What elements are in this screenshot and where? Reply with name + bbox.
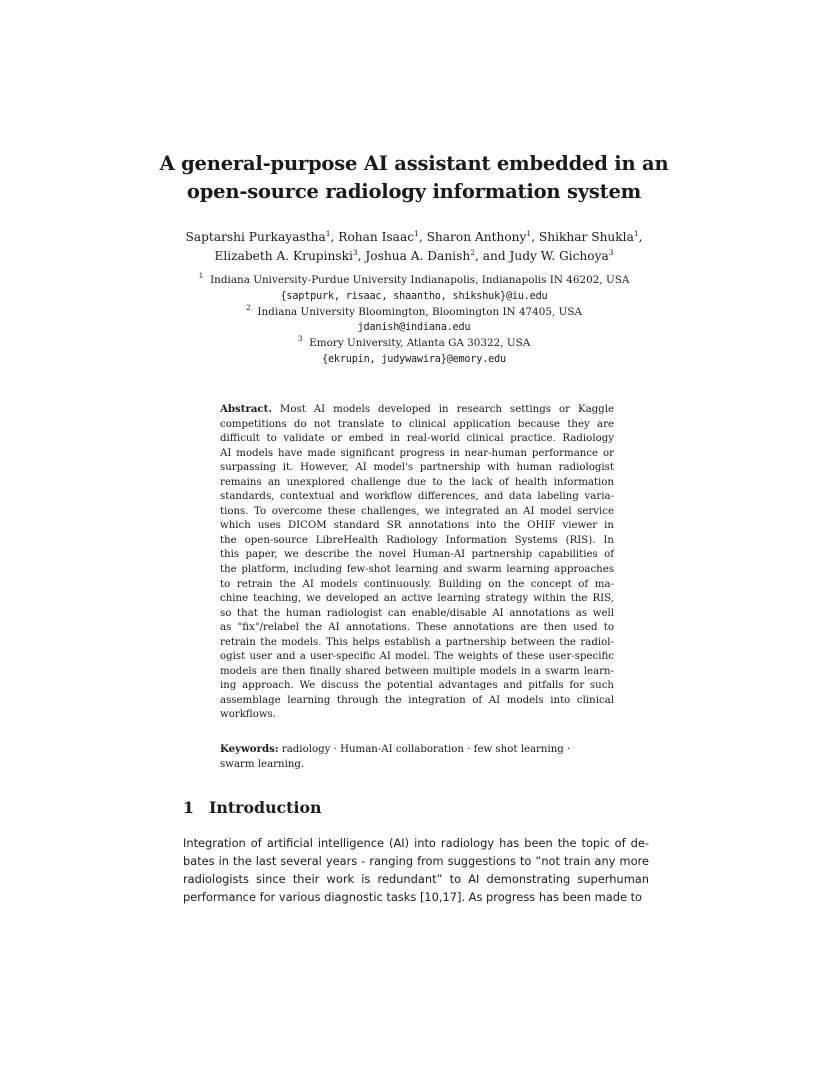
abstract-line [220, 402, 614, 418]
author-list [120, 228, 708, 266]
author-name: , and Judy W. Gichoya [474, 249, 609, 263]
affiliation-list [120, 273, 708, 368]
body-line: radiologists since their work is redundant” to AI demonstrating superhuman [183, 872, 649, 886]
author-affiliation-mark: 3 [608, 248, 614, 257]
body-line: performance for various diagnostic tasks [10,17]. As progress has been made to [183, 890, 643, 904]
affiliation-2 [120, 302, 708, 321]
abstract-line: the platform, including few-shot learning and swarm learning approaches [220, 564, 614, 576]
author-name: , Joshua A. Danish [357, 249, 471, 263]
abstract-line: which uses DICOM standard SR annotations into the OHIF viewer in [220, 520, 614, 532]
keywords-line-1 [220, 742, 614, 757]
keywords-line-2: swarm learning. [220, 759, 305, 770]
abstract-line: AI models have made significant progress in near-human performance or [220, 447, 614, 459]
author-name: , Sharon Anthony [418, 230, 527, 244]
keywords [220, 742, 614, 772]
keywords-label: Keywords: [220, 743, 279, 755]
author-line-2 [120, 247, 708, 266]
affiliation-number: 3 [297, 334, 303, 344]
body-line: bates in the last several years - ranging from suggestions to ”not train any more [183, 854, 649, 868]
abstract-line: ing approach. We discuss the potential advantages and pitfalls for such [220, 680, 614, 692]
author-name: , Rohan Isaac [330, 230, 415, 244]
affiliation-number: 1 [198, 271, 204, 280]
keywords-text: radiology · Human-AI collaboration · few shot learning · [281, 744, 571, 755]
abstract-line: tions. To overcome these challenges, we integrated an AI model service [220, 505, 614, 517]
author-affiliation-mark: 1 [325, 229, 331, 238]
abstract-text: Most AI models developed in research settings or Kaggle [279, 404, 614, 415]
introduction-paragraph [183, 834, 649, 906]
author-affiliation-mark: 1 [526, 229, 532, 238]
abstract-line: models are then finally shared between multiple models in a swarm learn- [220, 665, 614, 677]
author-affiliation-mark: 2 [470, 248, 475, 257]
author-affiliation-mark: 3 [352, 248, 358, 257]
body-line: Integration of artificial intelligence (AI) into radiology has been the topic of de- [183, 836, 649, 850]
section-number: 1 [183, 798, 194, 817]
author-affiliation-mark: 1 [414, 229, 419, 238]
abstract-line: to retrain the AI models continuously. Building on the concept of ma- [220, 578, 614, 590]
author-name: , Shikhar Shukla [531, 230, 634, 244]
affiliation-email: jdanish@indiana.edu [357, 322, 471, 334]
author-separator: , [638, 230, 643, 244]
abstract-line: retrain the models. This helps establish a partnership between the radiol- [220, 636, 614, 648]
abstract-label: Abstract. [220, 403, 272, 415]
affiliation-text: Emory University, Atlanta GA 30322, USA [309, 337, 531, 350]
affiliation-text: Indiana University-Purdue University Indianapolis, Indianapolis IN 46202, USA [210, 274, 630, 286]
abstract-line: as "fix"/relabel the AI annotations. These annotations are then used to [220, 622, 614, 634]
section-heading [183, 798, 322, 817]
abstract-line: chine teaching, we developed an active learning strategy within the RIS, [220, 593, 614, 605]
abstract-line: the open-source LibreHealth Radiology Information Systems (RIS). In [220, 534, 614, 546]
affiliation-text: Indiana University Bloomington, Bloomington IN 47405, USA [257, 305, 582, 318]
author-affiliation-mark: 1 [633, 229, 639, 238]
affiliation-number: 2 [246, 302, 251, 312]
abstract-line: ogist user and a user-specific AI model. The weights of these user-specific [220, 651, 614, 663]
abstract-line: this paper, we describe the novel Human-AI partnership capabilities of [220, 549, 614, 561]
paper-title [120, 150, 708, 206]
affiliation-email: {ekrupin, judywawira}@emory.edu [322, 353, 506, 365]
author-name: Saptarshi Purkayastha [185, 230, 326, 244]
title-line-2: open-source radiology information system [186, 180, 642, 203]
abstract-line: assemblage learning through the integration of AI models into clinical [220, 694, 614, 706]
title-line-1: A general-purpose AI assistant embedded in an [159, 152, 669, 175]
abstract-line: difficult to validate or embed in real-world clinical practice. Radiology [220, 433, 614, 445]
abstract-line: competitions do not translate to clinical application because they are [220, 418, 614, 430]
abstract [220, 402, 614, 723]
abstract-line: remains an unexplored challenge due to the lack of health information [220, 476, 614, 488]
author-line-1 [120, 228, 708, 247]
abstract-line: workflows. [220, 709, 277, 721]
affiliation-email: {saptpurk, risaac, shaantho, shikshuk}@iu.edu [280, 290, 548, 302]
author-name: Elizabeth A. Krupinski [214, 249, 353, 263]
affiliation-3 [120, 336, 708, 352]
abstract-line: standards, contextual and workflow differences, and data labeling varia- [220, 491, 614, 503]
section-title: Introduction [209, 798, 322, 817]
affiliation-1 [120, 273, 708, 289]
abstract-line: so that the human radiologist can enable/disable AI annotations as well [220, 607, 614, 619]
abstract-line: surpassing it. However, AI model's partnership with human radiologist [220, 462, 614, 474]
